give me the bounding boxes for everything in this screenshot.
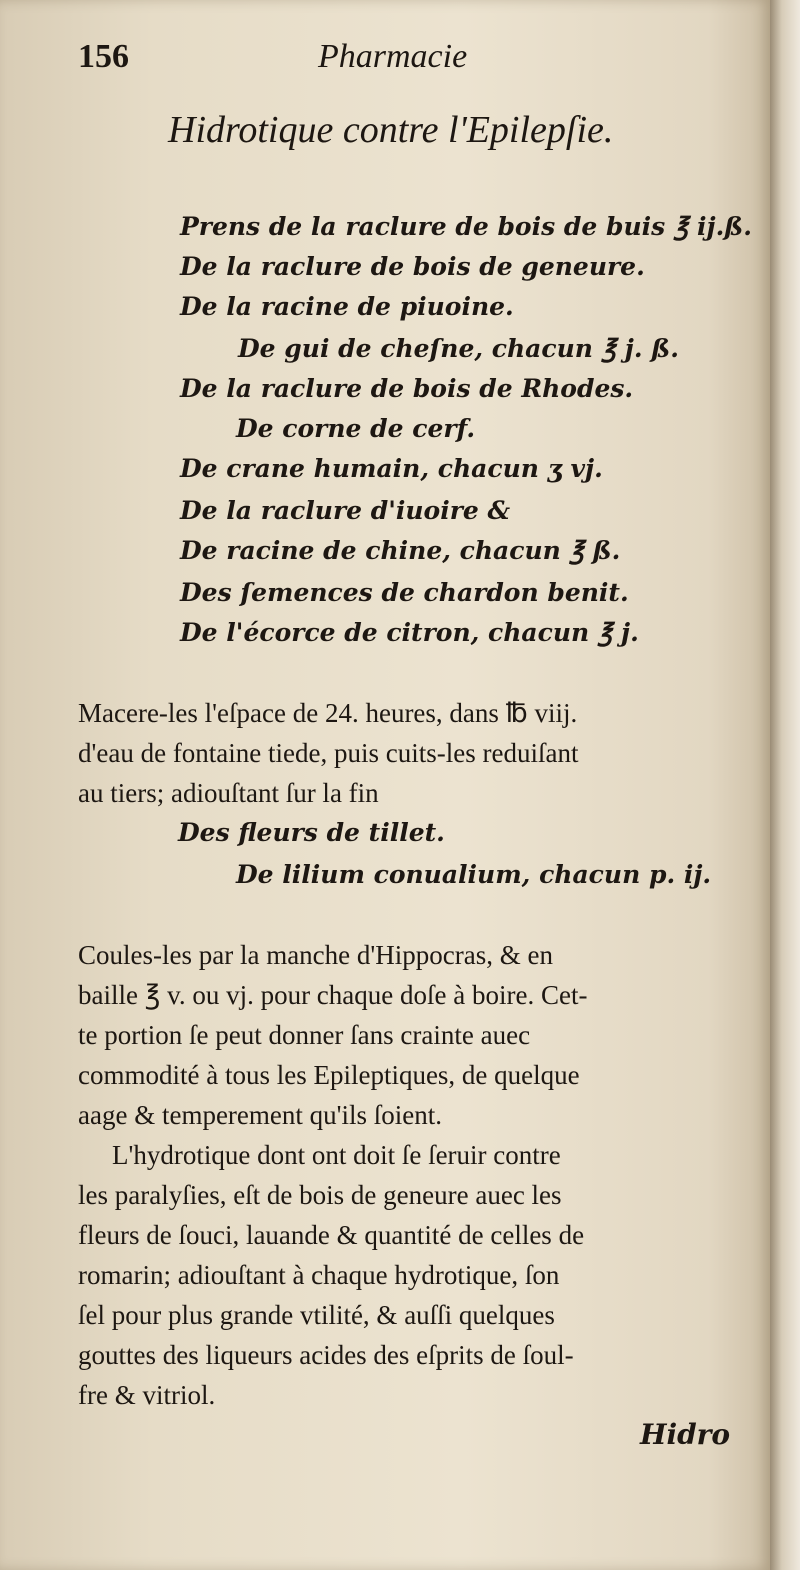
ingredient-line: De la raclure de bois de geneure. xyxy=(180,252,645,281)
page-number: 156 xyxy=(78,38,129,75)
ingredient-line: De gui de cheſne, chacun ℥ j. ß. xyxy=(238,334,679,363)
text-line: gouttes des liqueurs acides des eſprits de ſoul- xyxy=(78,1340,574,1370)
text-line: L'hydrotique dont ont doit ſe ſeruir contre xyxy=(112,1140,561,1170)
text-line: Coules-les par la manche d'Hippocras, & en xyxy=(78,940,553,970)
ingredient-line: De la raclure de bois de Rhodes. xyxy=(180,374,634,403)
text-line: fleurs de ſouci, lauande & quantité de celles de xyxy=(78,1220,585,1250)
text-line: Macere-les l'eſpace de 24. heures, dans ℔ viij. xyxy=(78,698,578,728)
text-line: romarin; adiouſtant à chaque hydrotique, ſon xyxy=(78,1260,560,1290)
ingredient-line: Des ſemences de chardon benit. xyxy=(180,578,629,607)
text-line: au tiers; adiouſtant ſur la fin xyxy=(78,778,379,808)
text-line: d'eau de fontaine tiede, puis cuits-les reduiſant xyxy=(78,738,579,768)
ingredient-line: De racine de chine, chacun ℥ ß. xyxy=(180,536,621,565)
ingredient-line: De corne de cerf. xyxy=(236,414,476,443)
page-edge xyxy=(770,0,800,1570)
text-line: les paralyſies, eſt de bois de geneure auec les xyxy=(78,1180,562,1210)
ingredient-line: De l'écorce de citron, chacun ℥ j. xyxy=(180,618,639,647)
ingredient-line: De la raclure d'iuoire & xyxy=(180,496,511,525)
ingredient-line: De lilium conualium, chacun p. ij. xyxy=(236,860,712,889)
ingredient-line: Des fleurs de tillet. xyxy=(178,818,445,847)
text-line: ſel pour plus grande vtilité, & auſſi quelques xyxy=(78,1300,555,1330)
catchword: Hidro xyxy=(640,1418,731,1451)
text-line: te portion ſe peut donner ſans crainte auec xyxy=(78,1020,531,1050)
recipe-title: Hidrotique contre l'Epilepſie. xyxy=(168,109,614,151)
text-line: aage & temperement qu'ils ſoient. xyxy=(78,1100,442,1130)
ingredient-line: De crane humain, chacun ʒ vj. xyxy=(180,454,603,483)
running-head: Pharmacie xyxy=(318,38,468,75)
text-line: commodité à tous les Epileptiques, de quelque xyxy=(78,1060,580,1090)
ingredient-line: De la racine de piuoine. xyxy=(180,292,514,321)
text-line: fre & vitriol. xyxy=(78,1380,216,1410)
ingredient-line: Prens de la raclure de bois de buis ℥ ij.ß. xyxy=(180,212,752,241)
text-line: baille ℥ v. ou vj. pour chaque doſe à boire. Cet- xyxy=(78,980,588,1010)
